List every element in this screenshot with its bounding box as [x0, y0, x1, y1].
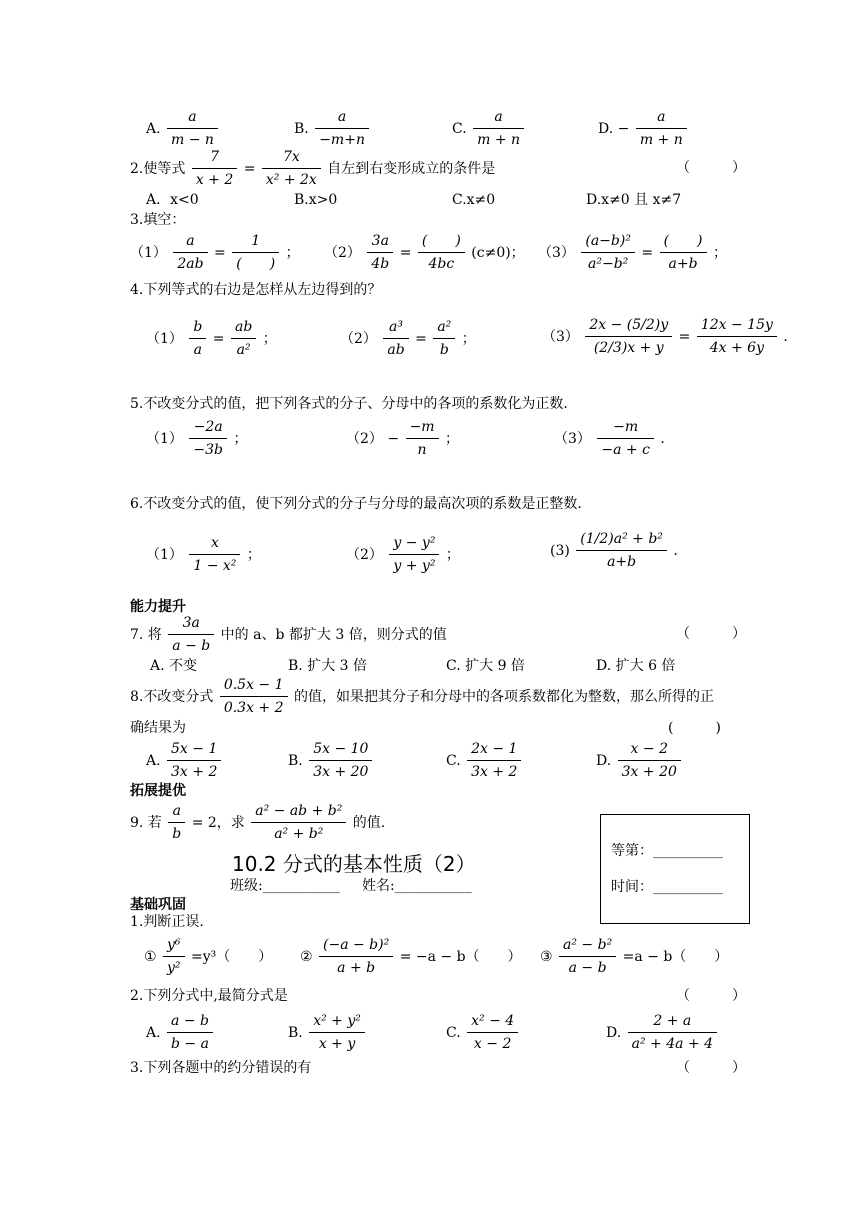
q2-stem: 2.使等式 $\frac{7}{x + 2}$ = $\frac{7x}{\text{x² + 2x}}$ 自左到右变形成立的条件是 — [130, 149, 496, 188]
q3-stem: 3.填空： — [130, 212, 186, 228]
q3-item-3: （3） $\frac{\text{(a−b)²}}{\text{a²−b²}}$ = $\frac{( )}{a+b}$ ； — [538, 233, 727, 272]
time-label: 时间：__________ — [611, 879, 723, 895]
q7-stem: 7. 将 $\frac{3a}{a - b}$ 中的 a、b 都扩大 3 倍，则分式的值 — [130, 615, 447, 654]
p1-stem: 1.判断正误. — [130, 914, 204, 930]
p1-item-2: ② $\frac{\text{(−a − b)²}}{a + b}$ = −a − b（ ） — [300, 937, 522, 976]
q4-item-1: （1） $\frac{b}{a}$ = $\frac{ab}{\text{a²}}$ ； — [146, 319, 277, 358]
q4-item-3: （3） $\frac{2x - (5/2)y}{(2/3)x + y}$ = $\frac{12x - 15y}{4x + 6y}$ . — [542, 317, 788, 356]
section-heading-basic: 基础巩固 — [130, 897, 186, 913]
q6-item-3: (3) $\frac{\text{(1/2)a² + b²}}{a+b}$ . — [550, 531, 678, 570]
q2-option-a: A．x<0 — [146, 192, 199, 208]
q2-option-d: D.x≠0 且 x≠7 — [586, 192, 682, 208]
p2-option-c: C. $\frac{\text{x² − 4}}{x - 2}$ — [446, 1012, 520, 1053]
q8-option-c: C. $\frac{2x - 1}{3x + 2}$ — [446, 740, 523, 781]
p1-item-3: ③ $\frac{\text{a² − b²}}{a - b}$ =a − b（ ） — [540, 937, 729, 976]
q8-answer-paren: ( ) — [668, 720, 721, 736]
p2-option-a: A. $\frac{a - b}{b - a}$ — [146, 1012, 215, 1053]
q3-item-2: （2） $\frac{3a}{4b}$ = $\frac{( )}{4bc}$ (c≠0)； — [324, 233, 525, 272]
q8-option-d: D. $\frac{x - 2}{3x + 20}$ — [596, 740, 683, 781]
q6-item-2: （2） $\frac{\text{y − y²}}{\text{y + y²}}$ ； — [346, 535, 460, 574]
section-heading-ability: 能力提升 — [130, 599, 186, 615]
lesson-title: 10.2 分式的基本性质（2） — [232, 852, 476, 876]
q6-item-1: （1） $\frac{x}{\text{1 − x²}}$ ； — [146, 535, 261, 574]
q4-stem: 4.下列等式的右边是怎样从左边得到的？ — [130, 282, 382, 298]
q8-option-a: A. $\frac{5x - 1}{3x + 2}$ — [146, 740, 223, 781]
q2-option-b: B.x>0 — [294, 192, 338, 208]
grade-time-box — [600, 814, 750, 924]
q6-stem: 6.不改变分式的值，使下列分式的分子与分母的最高次项的系数是正整数. — [130, 496, 582, 512]
q9-stem: 9. 若 $\frac{a}{b}$ = 2，求 $\frac{\text{a² − ab + b²}}{\text{a² + b²}}$ 的值. — [130, 803, 386, 842]
q8-stem-line2: 确结果为 — [130, 720, 186, 736]
q8-option-b: B. $\frac{5x - 10}{3x + 20}$ — [288, 740, 374, 781]
q5-item-3: （3） $\frac{-m}{-a + c}$ . — [554, 419, 665, 458]
section-heading-expand: 拓展提优 — [130, 783, 186, 799]
p2-answer-paren: （ ） — [676, 988, 746, 1004]
p2-stem: 2.下列分式中,最简分式是 — [130, 988, 288, 1004]
p3-answer-paren: （ ） — [676, 1060, 746, 1076]
q7-option-a: A. 不变 — [150, 658, 198, 674]
q1-option-a: A. $\frac{a}{m - n}$ — [146, 108, 220, 149]
q5-item-1: （1） $\frac{-2a}{-3b}$ ； — [146, 419, 248, 458]
p2-option-d: D. $\frac{2 + a}{\text{a² + 4a + 4}}$ — [606, 1012, 719, 1053]
q4-item-2: （2） $\frac{\text{a³}}{ab}$ = $\frac{\text{a²}}{b}$ ； — [340, 319, 476, 358]
q2-answer-paren: （ ） — [676, 160, 746, 176]
q3-item-1: （1） $\frac{a}{2ab}$ = $\frac{1}{( )}$ ； — [130, 233, 300, 272]
q1-option-b: B. $\frac{a}{-m+n}$ — [294, 108, 371, 149]
q5-stem: 5.不改变分式的值，把下列各式的分子、分母中的各项的系数化为正数. — [130, 396, 568, 412]
q7-option-c: C. 扩大 9 倍 — [446, 658, 525, 674]
p3-stem: 3.下列各题中的约分错误的有 — [130, 1060, 312, 1076]
q7-answer-paren: （ ） — [676, 626, 746, 642]
q1-option-c: C. $\frac{a}{m + n}$ — [452, 108, 526, 149]
p1-item-1: ① $\frac{\text{y⁶}}{\text{y²}}$ =y³（ ） — [144, 937, 273, 976]
q1-option-d: D. − $\frac{a}{m + n}$ — [598, 108, 689, 149]
q8-stem: 8.不改变分式 $\frac{0.5x - 1}{0.3x + 2}$ 的值，如果把其分子和分母中的各项系数都化为整数，那么所得的正 — [130, 677, 714, 716]
q5-item-2: （2） − $\frac{-m}{n}$ ； — [346, 419, 460, 458]
grade-label: 等第：__________ — [611, 843, 723, 859]
q7-option-b: B. 扩大 3 倍 — [288, 658, 367, 674]
p2-option-b: B. $\frac{\text{x² + y²}}{x + y}$ — [288, 1012, 367, 1053]
q7-option-d: D. 扩大 6 倍 — [596, 658, 676, 674]
q2-option-c: C.x≠0 — [452, 192, 496, 208]
name-label: 姓名:___________ — [362, 878, 472, 894]
class-label: 班级:___________ — [230, 878, 340, 894]
